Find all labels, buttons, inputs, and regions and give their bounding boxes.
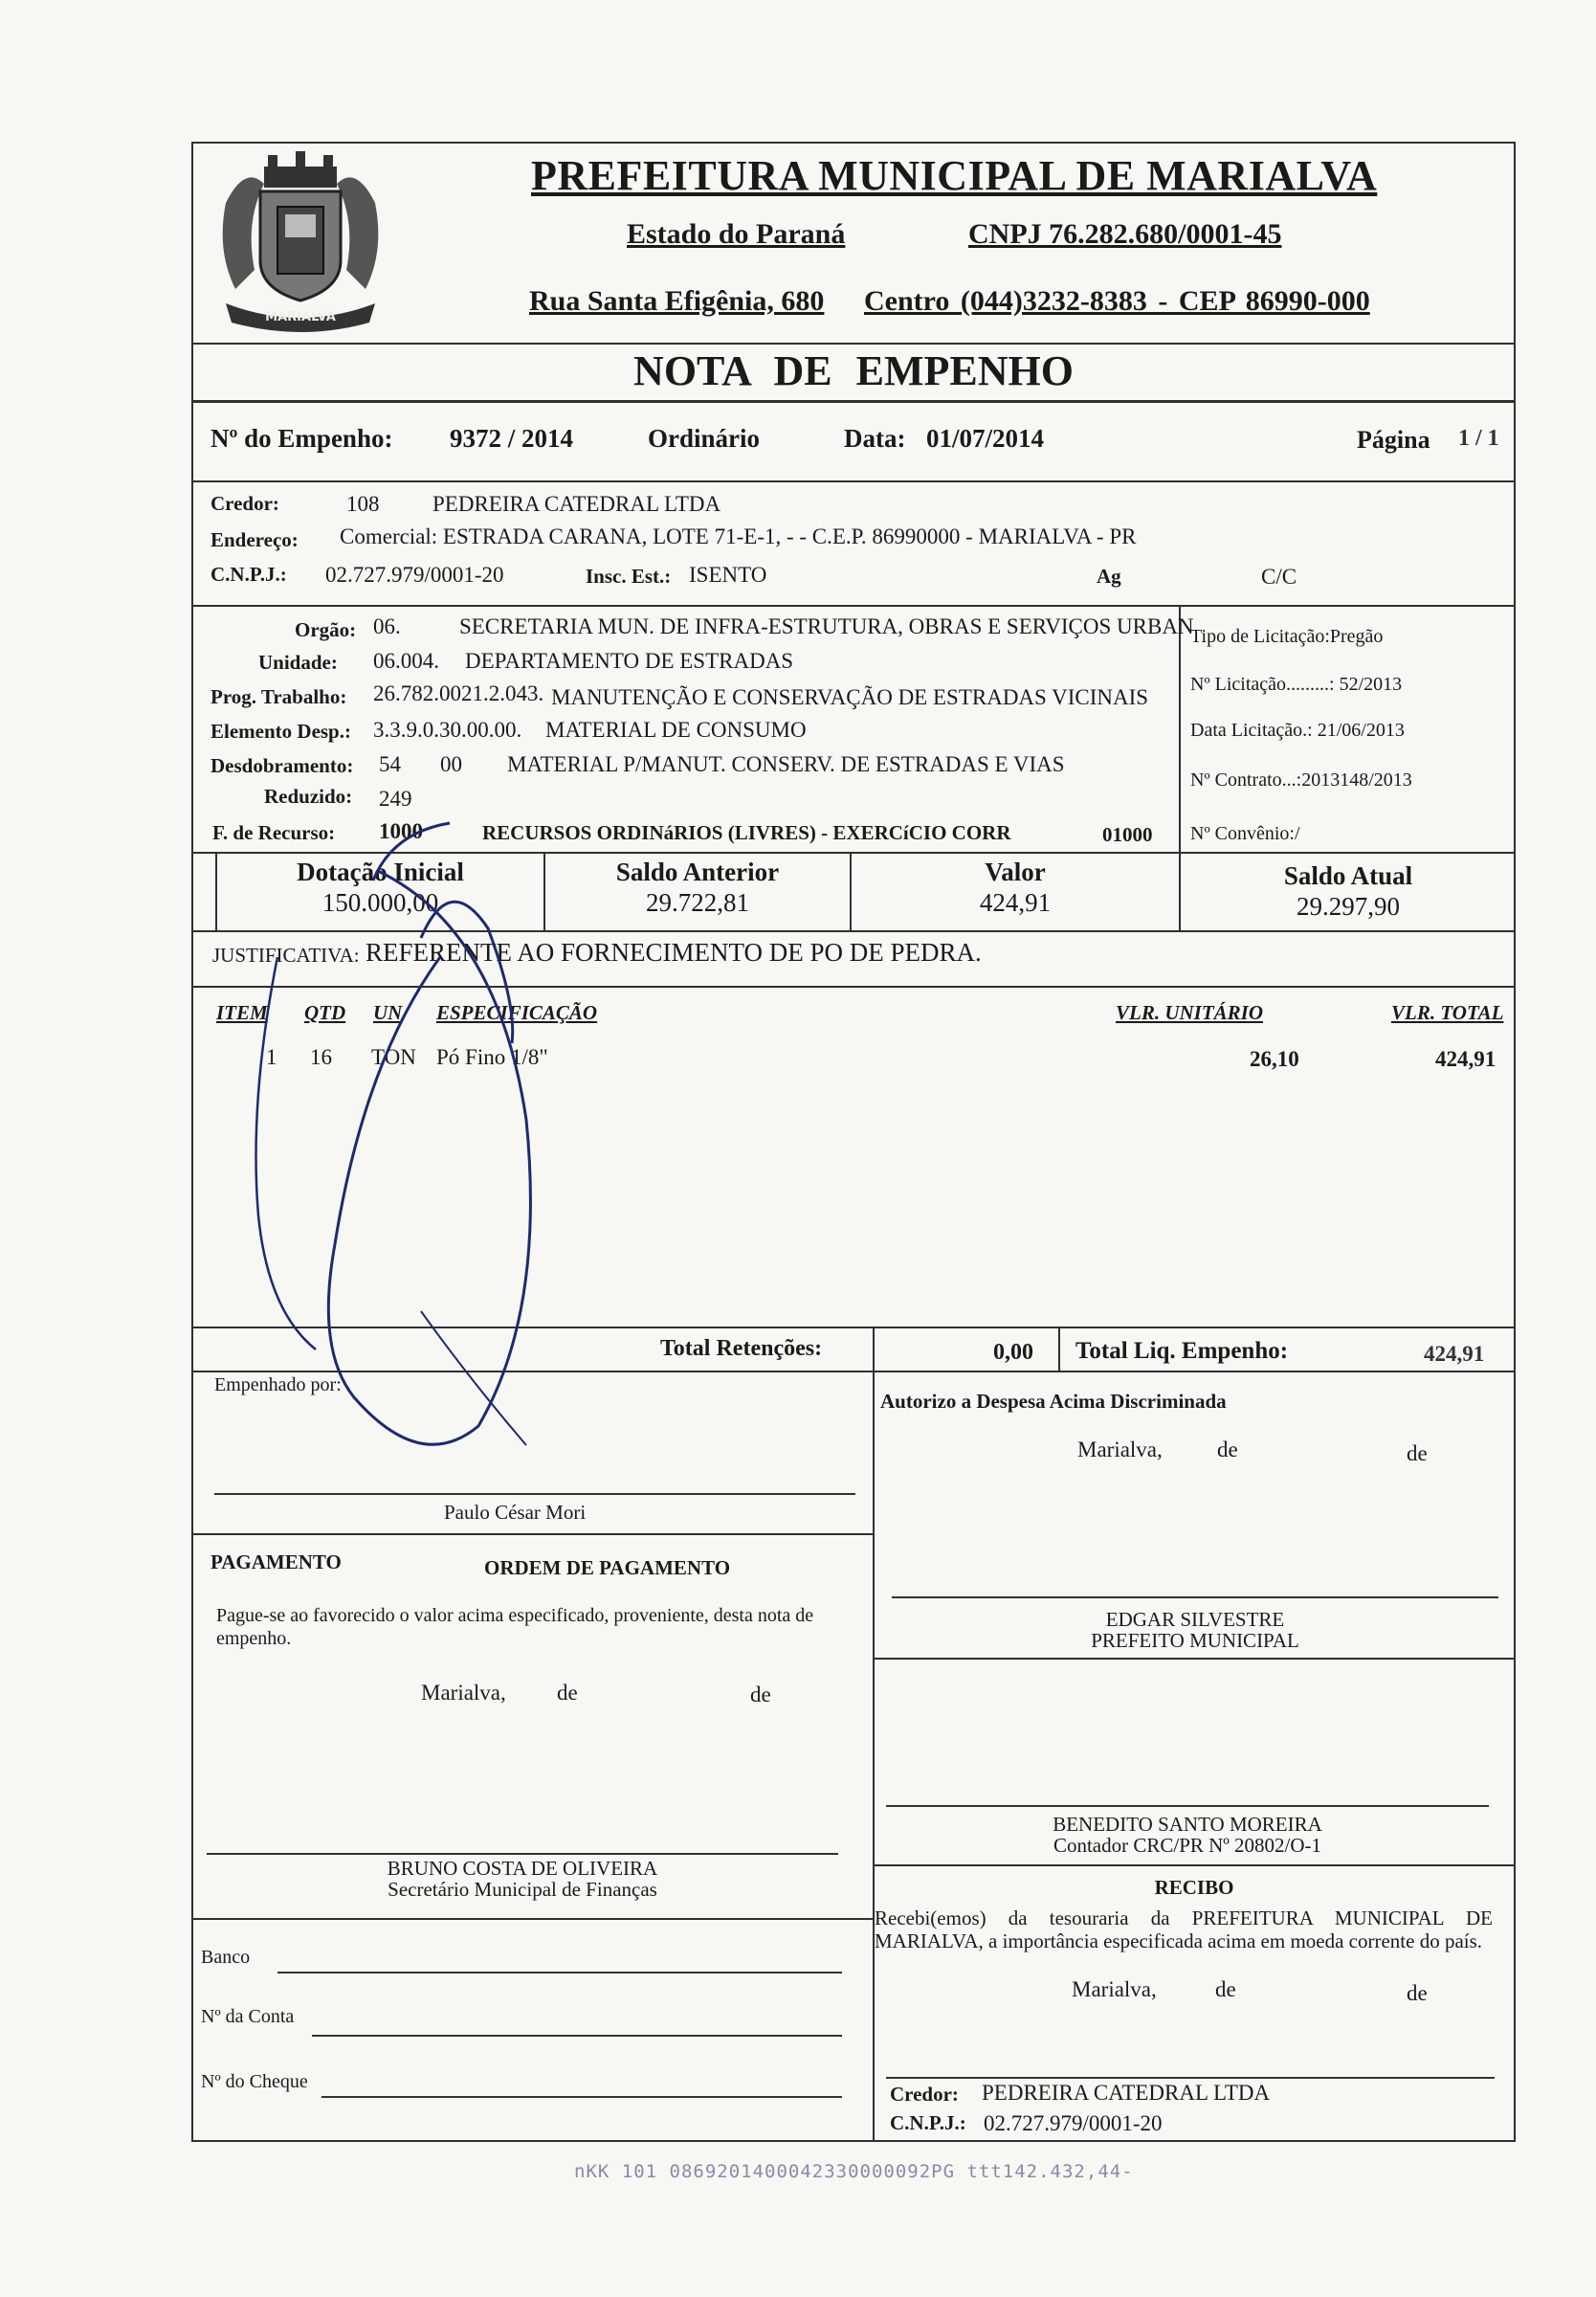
page-number: 1 / 1 [1458, 426, 1499, 451]
state-registration: ISENTO [689, 563, 767, 587]
creditor-code: 108 [346, 492, 380, 516]
header-address: Rua Santa Efigênia, 680 [529, 285, 825, 317]
header-district-phone-cep: Centro (044)3232-8383 - CEP 86990-000 [864, 285, 1370, 317]
finance-secretary-name: BRUNO COSTA DE OLIVEIRA [387, 1857, 658, 1880]
agency-label: Ag [1097, 565, 1121, 588]
col-qtd: QTD [304, 1001, 346, 1024]
unidade-code: 06.004. [373, 649, 439, 673]
previous-balance-value: 29.722,81 [646, 888, 749, 917]
amount-label: Valor [985, 858, 1046, 886]
issued-by-label: Empenhado por: [214, 1374, 342, 1395]
current-balance-label: Saldo Atual [1283, 861, 1413, 890]
unidade-label: Unidade: [258, 651, 338, 674]
previous-balance-label: Saldo Anterior [615, 858, 780, 886]
net-total-value: 424,91 [1424, 1342, 1485, 1366]
reduzido-label: Reduzido: [264, 785, 353, 808]
col-un: UN [373, 1001, 403, 1024]
payment-de-2: de [750, 1683, 771, 1706]
justification-label: JUSTIFICATIVA: [212, 944, 360, 967]
coat-of-arms-seal [207, 145, 394, 342]
receipt-de-2: de [1407, 1981, 1428, 2005]
retentions-label: Total Retenções: [660, 1336, 823, 1361]
creditor-cnpj-label: C.N.P.J.: [211, 563, 287, 586]
item-unit-price: 26,10 [1250, 1047, 1299, 1071]
col-especificacao: ESPECIFICAÇÃO [436, 1001, 598, 1024]
elemento-label: Elemento Desp.: [211, 720, 351, 743]
recurso-number: 01000 [1102, 823, 1153, 846]
page-label: Página [1357, 426, 1430, 454]
payment-order-text: Pague-se ao favorecido o valor acima especificado, proveniente, desta nota de empenho. [216, 1605, 814, 1649]
creditor-address: Comercial: ESTRADA CARANA, LOTE 71-E-1, - - C.E.P. 86990000 - MARIALVA - PR [340, 524, 1137, 548]
account-label: C/C [1261, 565, 1297, 589]
receipt-city: Marialva, [1072, 1977, 1157, 2001]
authorization-de-1: de [1217, 1438, 1238, 1461]
accountant-name: BENEDITO SANTO MOREIRA [1053, 1813, 1322, 1836]
receipt-cnpj: 02.727.979/0001-20 [984, 2111, 1163, 2135]
receipt-text: Recebi(emos) da tesouraria da PREFEITURA MUNICIPAL DE MARIALVA, a importância especificada acima em moeda corrente do país. [875, 1907, 1493, 1952]
desdobramento-code: 54 [379, 752, 401, 776]
program-name: MANUTENÇÃO E CONSERVAÇÃO DE ESTRADAS VICINAIS [551, 685, 1149, 709]
retentions-value: 0,00 [993, 1340, 1033, 1365]
payment-city: Marialva, [421, 1681, 506, 1705]
creditor-label: Credor: [211, 492, 279, 515]
orgao-code: 06. [373, 614, 401, 638]
recurso-name: RECURSOS ORDINáRIOS (LIVRES) - EXERCíCIO CORR [482, 821, 1011, 844]
municipality-title: PREFEITURA MUNICIPAL DE MARIALVA [531, 152, 1378, 199]
desdobramento-name: MATERIAL P/MANUT. CONSERV. DE ESTRADAS E VIAS [507, 752, 1065, 776]
col-total-price: VLR. TOTAL [1391, 1001, 1504, 1024]
accountant-title: Contador CRC/PR Nº 20802/O-1 [1053, 1834, 1322, 1857]
convenio-number: Nº Convênio:/ [1190, 823, 1300, 844]
issued-by-name: Paulo César Mori [444, 1501, 587, 1524]
account-number-label: Nº da Conta [201, 2006, 295, 2027]
licitacao-number: Nº Licitação.........: 52/2013 [1190, 674, 1403, 695]
document-title: NOTA DE EMPENHO [633, 347, 1074, 394]
mayor-name: EDGAR SILVESTRE [1105, 1608, 1285, 1631]
recurso-label: F. de Recurso: [212, 821, 336, 844]
current-balance-value: 29.297,90 [1297, 892, 1400, 921]
contract-number: Nº Contrato...:2013148/2013 [1190, 769, 1412, 791]
program-code: 26.782.0021.2.043. [373, 681, 544, 705]
receipt-creditor-label: Credor: [890, 2083, 959, 2106]
state-registration-label: Insc. Est.: [586, 565, 672, 588]
payment-de-1: de [557, 1681, 578, 1705]
net-total-label: Total Liq. Empenho: [1075, 1338, 1289, 1364]
state-name: Estado do Paraná [627, 218, 846, 250]
initial-allocation-value: 150.000,00 [321, 888, 439, 917]
desdobramento-label: Desdobramento: [211, 754, 354, 777]
payment-label: PAGAMENTO [211, 1550, 342, 1573]
payment-order-title: ORDEM DE PAGAMENTO [484, 1556, 731, 1579]
reduzido-value: 249 [379, 787, 412, 811]
program-label: Prog. Trabalho: [211, 685, 347, 708]
elemento-name: MATERIAL DE CONSUMO [545, 718, 807, 742]
handwritten-signature [230, 814, 689, 1483]
cheque-number-label: Nº do Cheque [201, 2071, 308, 2092]
finance-secretary-title: Secretário Municipal de Finanças [388, 1878, 657, 1901]
empenho-type: Ordinário [648, 424, 761, 453]
receipt-title: RECIBO [1154, 1876, 1234, 1899]
item-description: Pó Fino 1/8" [436, 1045, 548, 1069]
mayor-title: PREFEITO MUNICIPAL [1091, 1629, 1299, 1652]
item-number: 1 [266, 1045, 277, 1069]
elemento-code: 3.3.9.0.30.00.00. [373, 718, 522, 742]
licitacao-date: Data Licitação.: 21/06/2013 [1190, 720, 1405, 741]
address-label: Endereço: [211, 528, 299, 551]
item-unit: TON [371, 1045, 416, 1069]
creditor-name: PEDREIRA CATEDRAL LTDA [432, 492, 721, 516]
justification-text: REFERENTE AO FORNECIMENTO DE PO DE PEDRA. [366, 938, 982, 967]
amount-value: 424,91 [979, 888, 1052, 917]
footer-auth-code: nKK 101 0869201400042330000092PG ttt142.432,44- [574, 2161, 1134, 2182]
authorization-text: Autorizo a Despesa Acima Discriminada [880, 1390, 1227, 1413]
item-quantity: 16 [310, 1045, 332, 1069]
empenho-date: 01/07/2014 [926, 424, 1045, 453]
authorization-de-2: de [1407, 1441, 1428, 1465]
empenho-number-label: Nº do Empenho: [211, 424, 393, 453]
bank-label: Banco [201, 1947, 251, 1968]
header-cnpj: CNPJ 76.282.680/0001-45 [968, 218, 1282, 250]
item-total-price: 424,91 [1435, 1047, 1496, 1071]
empenho-number: 9372 / 2014 [450, 424, 574, 453]
orgao-label: Orgão: [295, 618, 357, 641]
seal-banner-text: MARIALVA [265, 310, 336, 324]
recurso-code: 1000 [379, 819, 423, 843]
authorization-city: Marialva, [1077, 1438, 1163, 1461]
unidade-name: DEPARTAMENTO DE ESTRADAS [465, 649, 794, 673]
col-unit-price: VLR. UNITÁRIO [1116, 1001, 1264, 1024]
receipt-de-1: de [1215, 1977, 1236, 2001]
date-label: Data: [844, 424, 906, 453]
col-item: ITEM [216, 1001, 268, 1024]
creditor-cnpj: 02.727.979/0001-20 [325, 563, 504, 587]
licitacao-type: Tipo de Licitação:Pregão [1190, 626, 1384, 647]
receipt-creditor-name: PEDREIRA CATEDRAL LTDA [982, 2081, 1271, 2105]
initial-allocation-label: Dotação Inicial [297, 858, 464, 886]
desdobramento-sub: 00 [440, 752, 462, 776]
orgao-name: SECRETARIA MUN. DE INFRA-ESTRUTURA, OBRAS E SERVIÇOS URBAN [459, 614, 1194, 638]
receipt-cnpj-label: C.N.P.J.: [890, 2111, 966, 2134]
